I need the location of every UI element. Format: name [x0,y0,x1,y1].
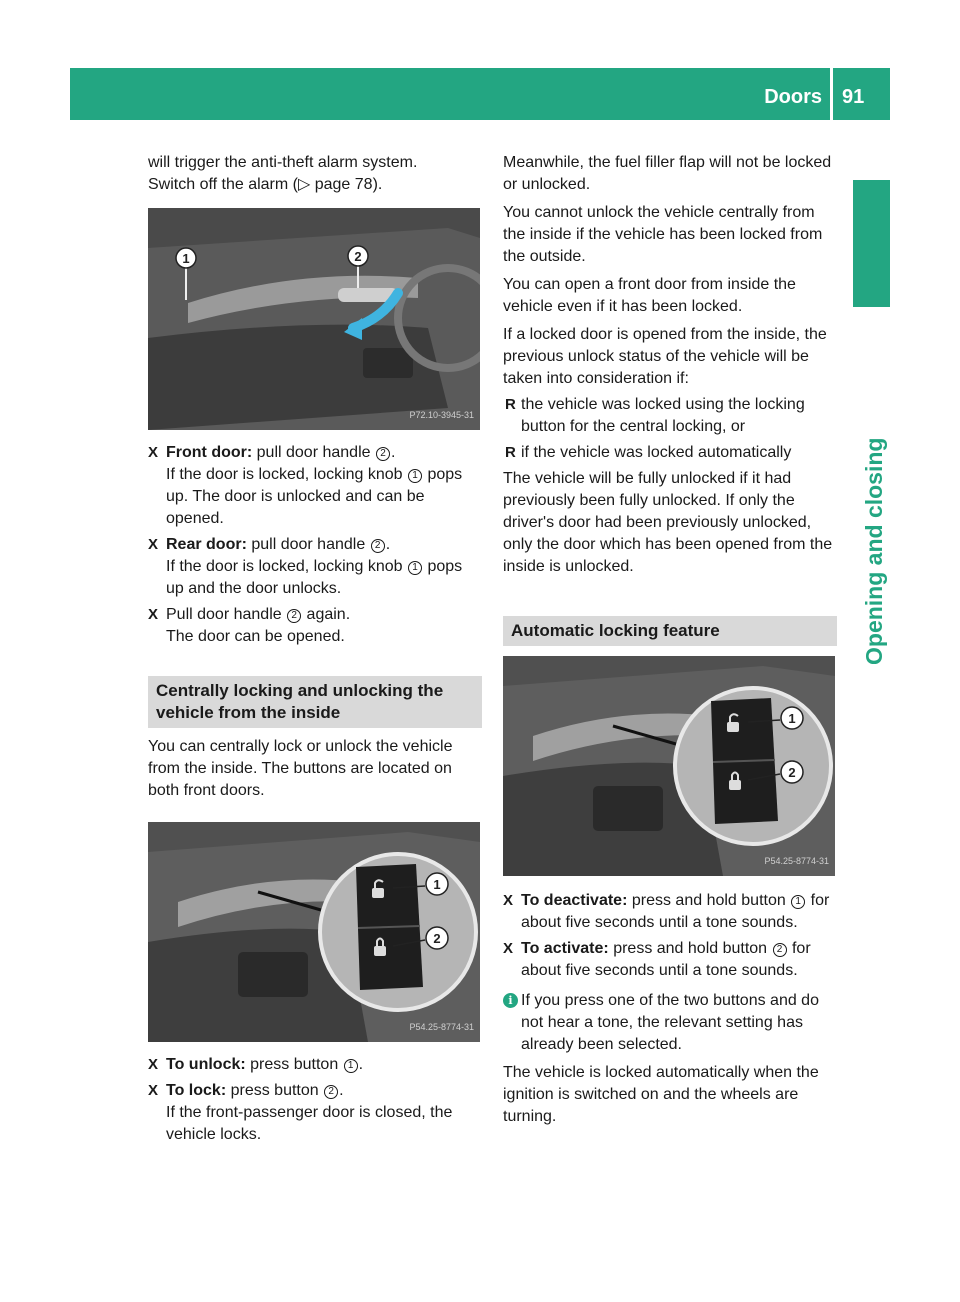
callout-number-icon: 2 [324,1085,338,1099]
info-icon: i [503,993,518,1008]
info-note-text: If you press one of the two buttons and do not hear a tone, the relevant setting has already been selected. [521,992,819,1053]
callout-number-icon: 2 [773,943,787,957]
callout-number-icon: 1 [408,469,422,483]
rear-door-text: pull door handle [251,536,366,553]
unlock-text-end: . [358,1056,364,1073]
heading-automatic-locking: Automatic locking feature [503,616,837,646]
callout-number-icon: 1 [344,1059,358,1073]
deactivate-label: To deactivate: [521,892,628,909]
para-locked-door-opened: If a locked door is opened from the inside, the previous unlock status of the vehicle will be taken into consideration if: [503,326,827,387]
lock-label: To lock: [166,1082,227,1099]
callout-number-icon: 2 [287,609,301,623]
auto-lock-buttons-illustration [503,656,835,876]
lock-text-end: . [339,1082,344,1099]
door-panel-illustration [148,208,480,430]
header-separator [830,68,833,120]
step-front-door [148,442,482,530]
header-section-title: Doors [764,86,822,108]
callout-1-figure1: 1 [182,251,190,266]
side-tab [855,310,895,670]
lock-text: press button [230,1082,319,1099]
unlock-label: To unlock: [166,1056,246,1073]
intro-line-2: Switch off the alarm (▷ page 78). [148,176,383,193]
bullet-text: if the vehicle was locked automatically [521,444,792,461]
lock-detail: If the front-passenger door is closed, the vehicle locks. [166,1104,453,1143]
step-arrow-icon: X [148,536,159,553]
step-arrow-icon: X [148,1082,159,1099]
activate-text: press and hold button [613,940,768,957]
figure-door-handle [148,208,480,430]
bullet-locking-button [503,394,837,438]
bullet-icon: R [505,444,516,461]
pull-again-detail: The door can be opened. [166,628,345,645]
callout-number-icon: 1 [408,561,422,575]
step-rear-door [148,534,482,600]
para-fully-unlocked: The vehicle will be fully unlocked if it had previously been fully unlocked. If only the driver's door had been previously unlocked, only the door which has been opened from the inside is unlocked. [503,470,833,575]
central-locking-text: You can centrally lock or unlock the vehicle from the inside. The buttons are located on both front doors. [148,738,453,799]
callout-2-figure1: 2 [354,249,362,264]
intro-line-1: will trigger the anti-theft alarm system. [148,154,418,171]
bullet-icon: R [505,396,516,413]
info-note [503,990,837,1056]
bullet-locked-automatically [503,442,837,464]
step-arrow-icon: X [148,606,159,623]
figure-automatic-lock-buttons [503,656,835,876]
front-door-text: pull door handle [256,444,371,461]
step-arrow-icon: X [148,1056,159,1073]
step-activate [503,938,837,982]
deactivate-text-end: for about five seconds until a tone sounds. [521,892,830,931]
step-arrow-icon: X [503,940,514,957]
rear-door-label: Rear door: [166,536,247,553]
front-door-text-end: . [390,444,396,461]
callout-number-icon: 1 [791,895,805,909]
rear-door-text-end: . [385,536,391,553]
figure3-code: P54.25-8774-31 [764,856,829,866]
rear-door-detail-end: pops up and the door unlocks. [166,558,463,597]
left-column [148,152,482,1146]
step-arrow-icon: X [503,892,514,909]
callout-number-icon: 2 [376,447,390,461]
side-tab-block [853,180,890,307]
callout-number-icon: 2 [371,539,385,553]
figure2-code: P54.25-8774-31 [409,1022,474,1032]
front-door-label: Front door: [166,444,253,461]
para-cannot-unlock: You cannot unlock the vehicle centrally from the inside if the vehicle has been locked from the outside. [503,204,823,265]
step-deactivate [503,890,837,934]
side-tab-label: Opening and closing [861,437,887,665]
lock-buttons-illustration [148,822,480,1042]
callout-2-figure3: 2 [788,765,796,780]
rear-door-detail: If the door is locked, locking knob [166,558,403,575]
deactivate-text: press and hold button [631,892,786,909]
activate-text-end: for about five seconds until a tone sounds. [521,940,811,979]
front-door-detail-end: pops up. The door is unlocked and can be opened. [166,466,463,527]
para-open-front-door: You can open a front door from inside the vehicle even if it has been locked. [503,276,796,315]
right-column [503,152,837,1128]
step-lock [148,1080,482,1146]
para-fuel-flap: Meanwhile, the fuel filler flap will not be locked or unlocked. [503,154,832,193]
pull-again-text: Pull door handle [166,606,282,623]
front-door-detail: If the door is locked, locking knob [166,466,403,483]
unlock-text: press button [250,1056,339,1073]
step-arrow-icon: X [148,444,159,461]
callout-1-figure3: 1 [788,711,796,726]
callout-2-figure2: 2 [433,931,441,946]
figure1-code: P72.10-3945-31 [409,410,474,420]
para-locked-automatically: The vehicle is locked automatically when the ignition is switched on and the wheels are turning. [503,1064,819,1125]
activate-label: To activate: [521,940,609,957]
bullet-text: the vehicle was locked using the locking button for the central locking, or [521,396,805,435]
pull-again-text-end: again. [306,606,351,623]
step-pull-again [148,604,482,648]
figure-central-lock-buttons [148,822,480,1042]
callout-1-figure2: 1 [433,877,441,892]
page-number: 91 [842,86,865,108]
heading-central-locking: Centrally locking and unlocking the vehicle from the inside [148,676,482,728]
step-unlock [148,1054,482,1076]
